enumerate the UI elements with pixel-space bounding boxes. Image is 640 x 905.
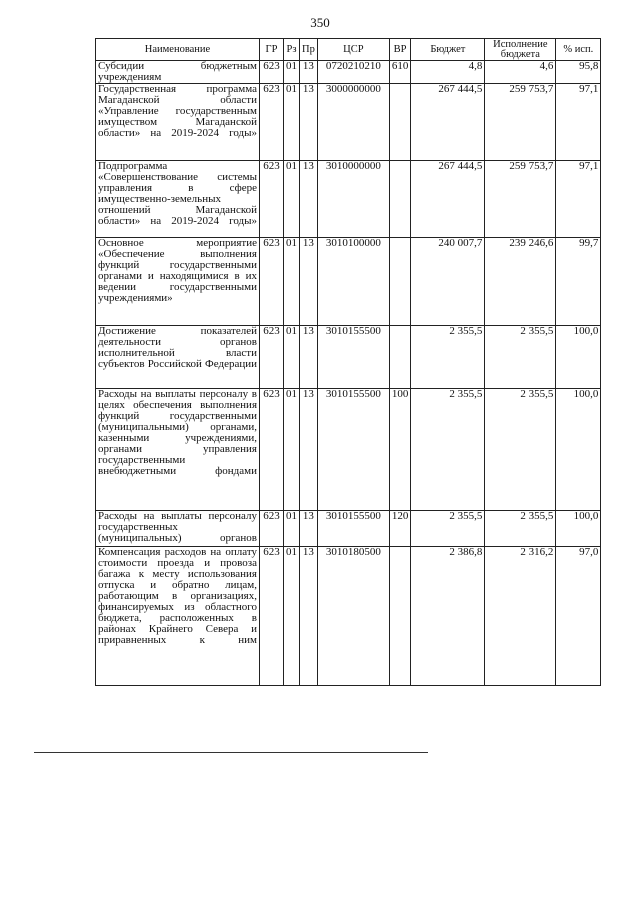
row-budget: 2 355,5 bbox=[411, 389, 485, 511]
table-row bbox=[96, 84, 601, 161]
row-execution: 4,6 bbox=[485, 61, 556, 84]
row-csr: 3010180500 bbox=[317, 547, 389, 686]
row-pr: 13 bbox=[300, 238, 318, 326]
table-row bbox=[96, 161, 601, 238]
row-vr: 610 bbox=[389, 61, 411, 84]
header-rz: Рз bbox=[284, 39, 300, 61]
row-gr: 623 bbox=[260, 84, 284, 161]
header-budget: Бюджет bbox=[411, 39, 485, 61]
row-gr: 623 bbox=[260, 547, 284, 686]
row-percent: 100,0 bbox=[556, 326, 601, 389]
table-row bbox=[96, 547, 601, 686]
table-row bbox=[96, 511, 601, 547]
row-budget: 267 444,5 bbox=[411, 84, 485, 161]
row-pr: 13 bbox=[300, 547, 318, 686]
header-pr: Пр bbox=[300, 39, 318, 61]
header-vr: ВР bbox=[389, 39, 411, 61]
row-rz: 01 bbox=[284, 238, 300, 326]
row-percent: 97,1 bbox=[556, 161, 601, 238]
row-name: Подпрограмма «Совершенствование системы управления в сфере имущественно-земельных отношений Магаданской области» на 2019-2024 годы» bbox=[96, 161, 260, 238]
row-rz: 01 bbox=[284, 61, 300, 84]
row-gr: 623 bbox=[260, 326, 284, 389]
header-gr: ГР bbox=[260, 39, 284, 61]
row-execution: 239 246,6 bbox=[485, 238, 556, 326]
row-pr: 13 bbox=[300, 389, 318, 511]
row-percent: 97,0 bbox=[556, 547, 601, 686]
table-header-row bbox=[96, 39, 601, 61]
row-csr: 3010155500 bbox=[317, 326, 389, 389]
page-number: 350 bbox=[310, 15, 330, 30]
header-name: Наименование bbox=[96, 39, 260, 61]
row-rz: 01 bbox=[284, 511, 300, 547]
row-percent: 100,0 bbox=[556, 511, 601, 547]
row-csr: 3010100000 bbox=[317, 238, 389, 326]
row-budget: 2 355,5 bbox=[411, 511, 485, 547]
row-percent: 95,8 bbox=[556, 61, 601, 84]
row-csr: 3010000000 bbox=[317, 161, 389, 238]
row-rz: 01 bbox=[284, 389, 300, 511]
row-budget: 4,8 bbox=[411, 61, 485, 84]
row-name: Основное мероприятие «Обеспечение выполнения функций государственными органами и находящимися в их ведении государственными учреждениями» bbox=[96, 238, 260, 326]
row-name: Компенсация расходов на оплату стоимости проезда и провоза багажа к месту использования отпуска и обратно лицам, работающим в организациях, финансируемых из областного бюджета, расположенных в районах Крайнего Севера и приравненных к ним bbox=[96, 547, 260, 686]
row-vr: 100 bbox=[389, 389, 411, 511]
row-csr: 3000000000 bbox=[317, 84, 389, 161]
row-execution: 2 355,5 bbox=[485, 326, 556, 389]
row-gr: 623 bbox=[260, 511, 284, 547]
row-rz: 01 bbox=[284, 84, 300, 161]
row-csr: 3010155500 bbox=[317, 511, 389, 547]
row-percent: 99,7 bbox=[556, 238, 601, 326]
row-pr: 13 bbox=[300, 161, 318, 238]
row-execution: 259 753,7 bbox=[485, 161, 556, 238]
row-vr bbox=[389, 84, 411, 161]
row-gr: 623 bbox=[260, 238, 284, 326]
row-vr: 120 bbox=[389, 511, 411, 547]
header-csr: ЦСР bbox=[317, 39, 389, 61]
row-vr bbox=[389, 326, 411, 389]
row-name: Расходы на выплаты персоналу государственных (муниципальных) органов bbox=[96, 511, 260, 547]
row-rz: 01 bbox=[284, 326, 300, 389]
row-name: Субсидии бюджетным учреждениям bbox=[96, 61, 260, 84]
row-pr: 13 bbox=[300, 326, 318, 389]
row-pr: 13 bbox=[300, 84, 318, 161]
table-row bbox=[96, 326, 601, 389]
header-percent: % исп. bbox=[556, 39, 601, 61]
row-csr: 0720210210 bbox=[317, 61, 389, 84]
row-pr: 13 bbox=[300, 61, 318, 84]
header-execution: Исполнение бюджета bbox=[485, 39, 556, 61]
row-rz: 01 bbox=[284, 161, 300, 238]
row-name: Достижение показателей деятельности органов исполнительной власти субъектов Российской Федерации bbox=[96, 326, 260, 389]
row-gr: 623 bbox=[260, 61, 284, 84]
row-budget: 240 007,7 bbox=[411, 238, 485, 326]
row-gr: 623 bbox=[260, 161, 284, 238]
row-budget: 2 355,5 bbox=[411, 326, 485, 389]
row-gr: 623 bbox=[260, 389, 284, 511]
table-row bbox=[96, 238, 601, 326]
row-vr bbox=[389, 238, 411, 326]
row-execution: 259 753,7 bbox=[485, 84, 556, 161]
row-execution: 2 355,5 bbox=[485, 389, 556, 511]
table-row bbox=[96, 389, 601, 511]
row-name: Расходы на выплаты персоналу в целях обеспечения выполнения функций государственными (муниципальными) органами, казенными учреждениями, органами управления государственными внебюджетными фондами bbox=[96, 389, 260, 511]
table-row bbox=[96, 61, 601, 84]
budget-table bbox=[95, 38, 601, 686]
row-percent: 97,1 bbox=[556, 84, 601, 161]
row-budget: 2 386,8 bbox=[411, 547, 485, 686]
row-pr: 13 bbox=[300, 511, 318, 547]
row-csr: 3010155500 bbox=[317, 389, 389, 511]
row-vr bbox=[389, 547, 411, 686]
footnote-separator-line bbox=[34, 752, 428, 753]
row-name: Государственная программа Магаданской области «Управление государственным имуществом Магаданской области» на 2019-2024 годы» bbox=[96, 84, 260, 161]
row-budget: 267 444,5 bbox=[411, 161, 485, 238]
row-rz: 01 bbox=[284, 547, 300, 686]
row-execution: 2 316,2 bbox=[485, 547, 556, 686]
row-vr bbox=[389, 161, 411, 238]
row-execution: 2 355,5 bbox=[485, 511, 556, 547]
row-percent: 100,0 bbox=[556, 389, 601, 511]
